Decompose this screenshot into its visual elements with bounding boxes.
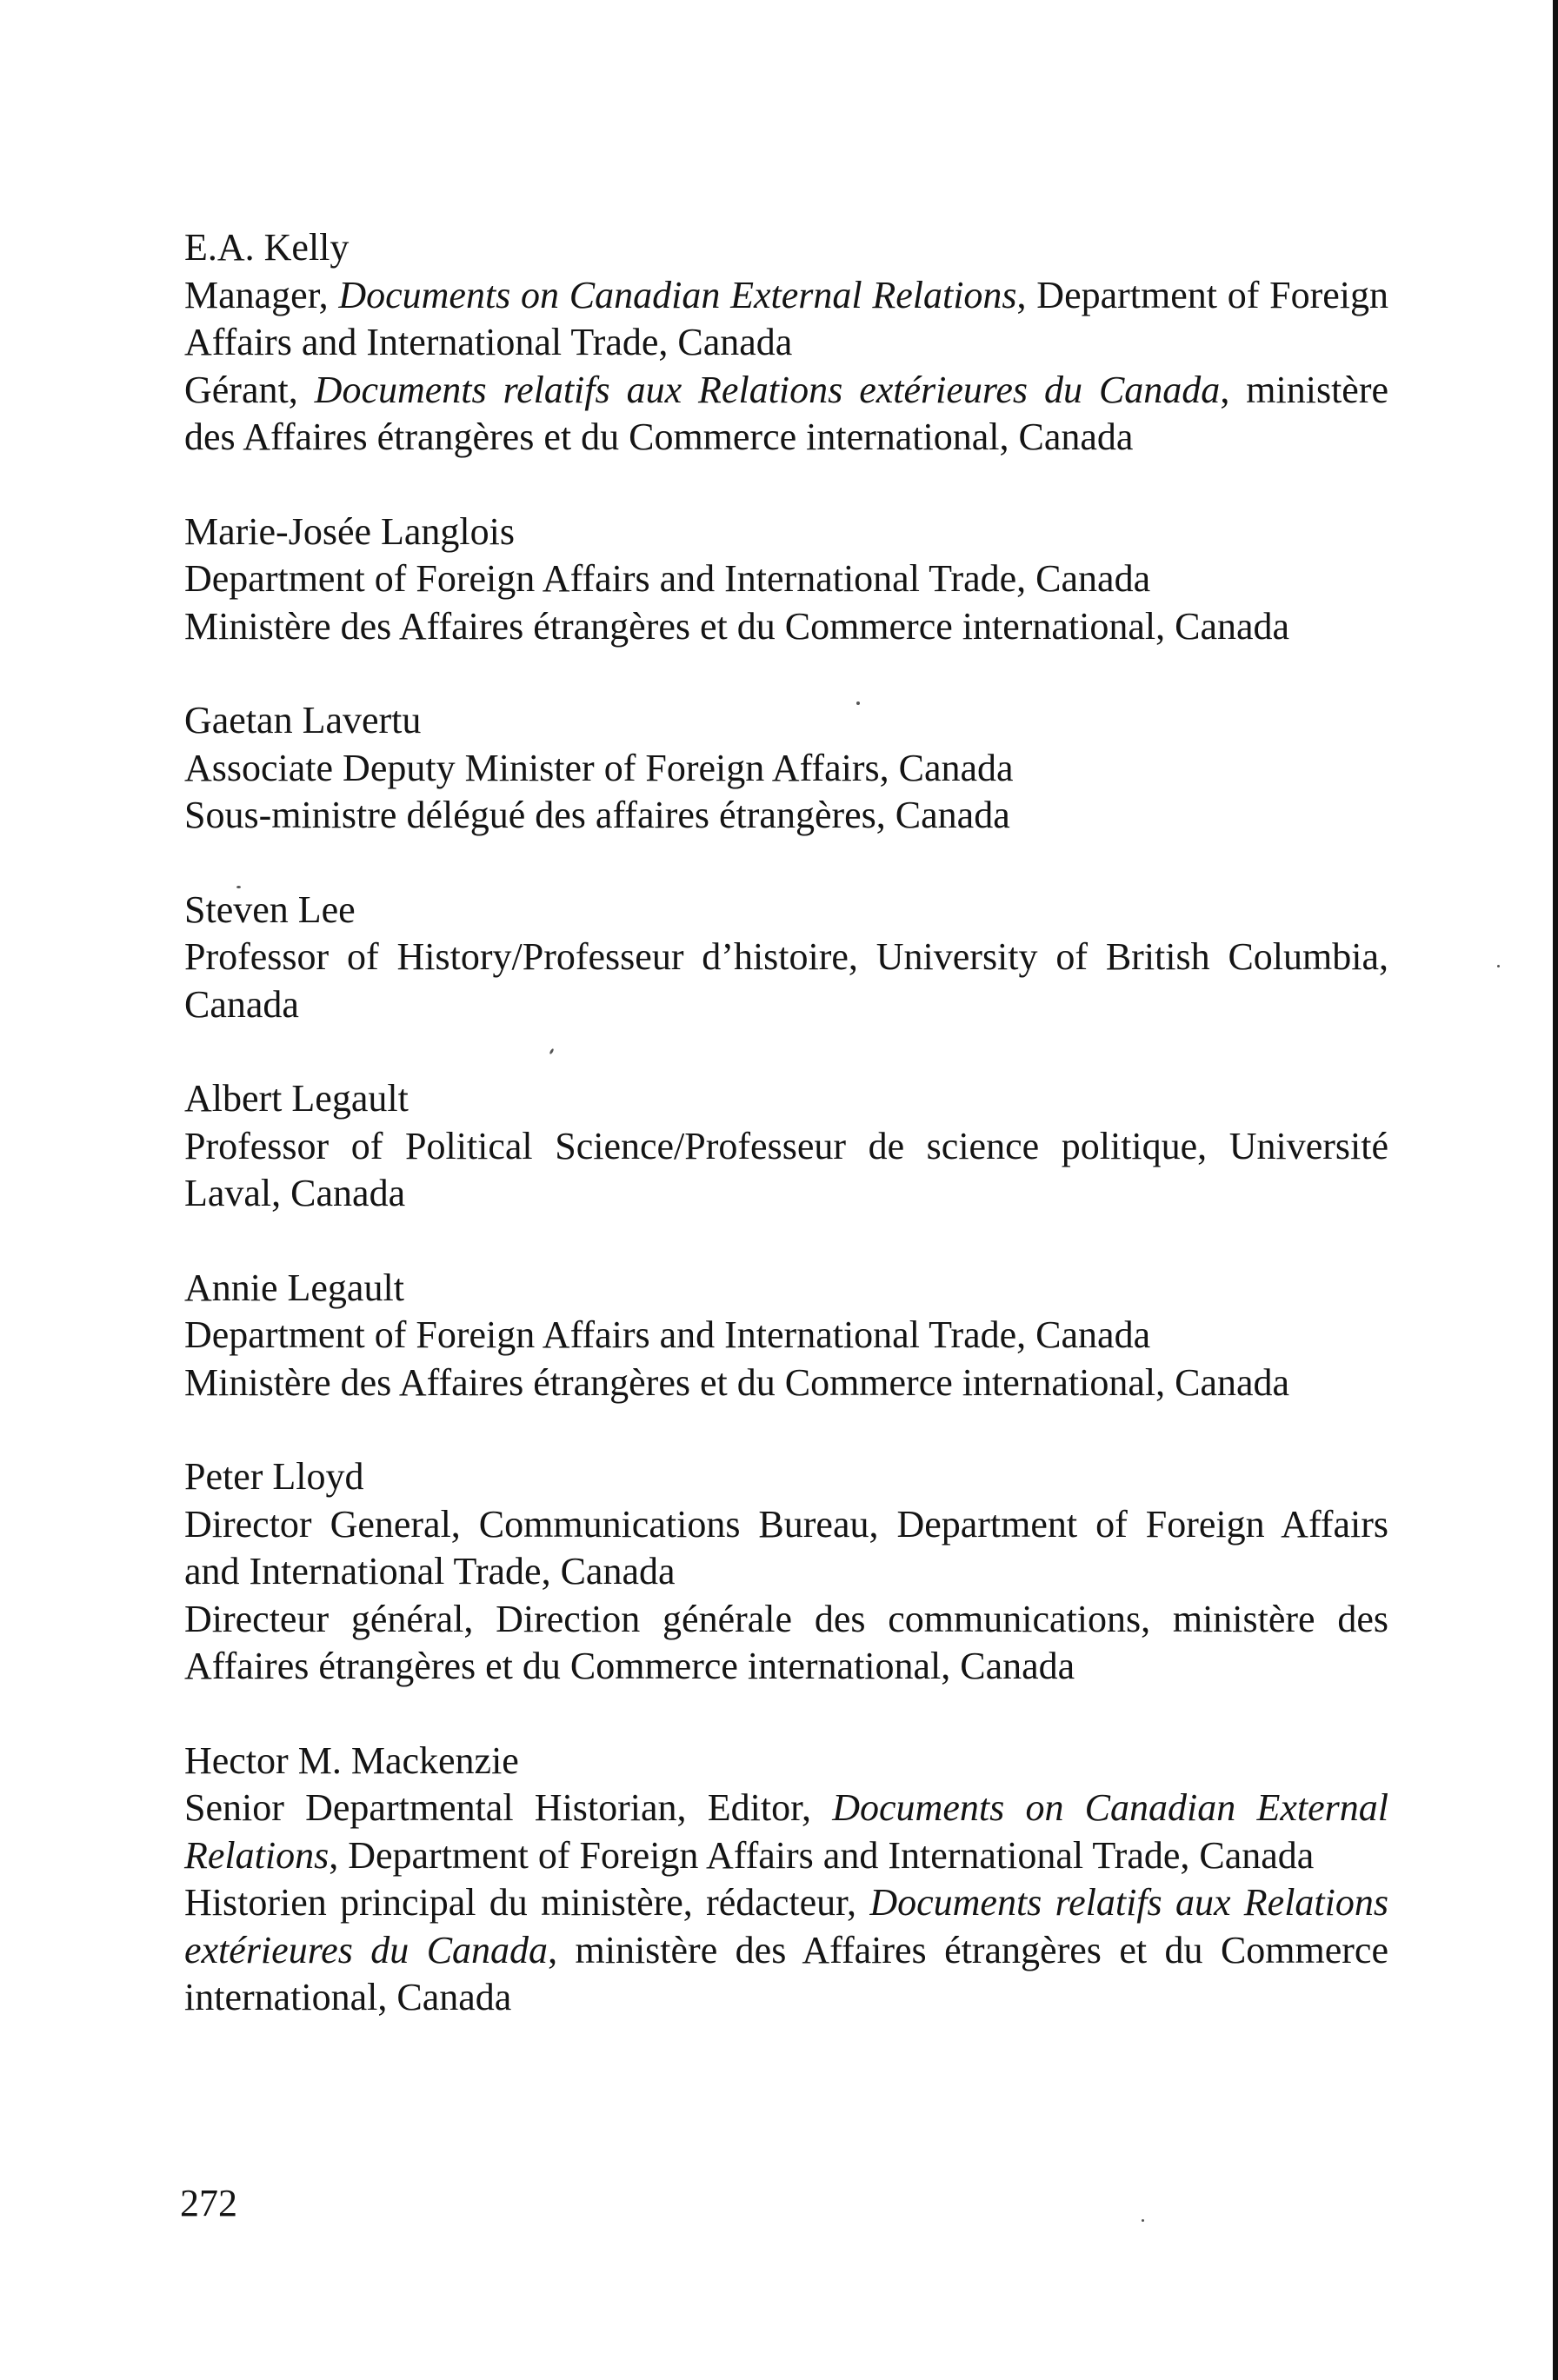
contributor-affiliation-english [184, 272, 1388, 367]
contributor-entry [184, 1265, 1388, 1407]
contributor-affiliation-french [184, 367, 1388, 462]
contributor-entry [184, 1453, 1388, 1691]
affiliation-text: Sous-ministre délégué des affaires étrangères, Canada [184, 794, 1010, 836]
contributor-affiliation-french [184, 603, 1388, 651]
contributor-affiliation-english [184, 934, 1388, 1028]
contributor-name: Gaetan Lavertu [184, 699, 422, 741]
publication-title: Documents relatifs aux Relations extérieures du Canada [184, 1881, 1388, 1971]
contributor-affiliation-french [184, 1879, 1388, 2022]
contributor-name: E.A. Kelly [184, 226, 350, 269]
contributor-entry [184, 1075, 1388, 1218]
contributor-entry [184, 509, 1388, 651]
affiliation-text: Professor of History/Professeur d’histoire, University of British Columbia, Canada [184, 935, 1388, 1026]
affiliation-text: Professor of Political Science/Professeur de science politique, Université Laval, Canada [184, 1124, 1388, 1214]
page-number: 272 [180, 2182, 237, 2224]
affiliation-text: Department of Foreign Affairs and International Trade, Canada [184, 557, 1151, 600]
contributor-name: Annie Legault [184, 1266, 404, 1309]
contributor-affiliation-english [184, 1123, 1388, 1218]
affiliation-text: , Department of Foreign Affairs and International Trade, Canada [329, 1833, 1315, 1877]
scan-speck [856, 701, 860, 705]
affiliation-text: Director General, Communications Bureau, Department of Foreign Affairs and International Trade, Canada [184, 1502, 1388, 1592]
contributor-name: Marie-Josée Langlois [184, 509, 515, 553]
contributor-affiliation-french [184, 1596, 1388, 1691]
scan-speck [236, 886, 241, 888]
contributor-entry [184, 887, 1388, 1029]
scan-speck [1497, 965, 1500, 967]
contributor-affiliation-english [184, 555, 1388, 603]
contributor-name: Steven Lee [184, 888, 356, 931]
affiliation-text: , ministère des Affaires étrangères et du Commerce international, Canada [184, 368, 1388, 458]
contributor-affiliation-french [184, 1360, 1388, 1407]
contributor-list [184, 224, 1388, 2022]
affiliation-text: Gérant, [184, 368, 315, 411]
publication-title: Documents on Canadian External Relations [184, 1786, 1388, 1877]
publication-title: Documents relatifs aux Relations extérieures du Canada [314, 368, 1221, 411]
publication-title: Documents on Canadian External Relations [338, 273, 1017, 316]
page-edge-shadow [1553, 0, 1558, 2380]
affiliation-text: Manager, [184, 273, 339, 316]
contributor-entry [184, 1738, 1388, 2022]
contributor-affiliation-english [184, 1501, 1388, 1596]
affiliation-text: Ministère des Affaires étrangères et du Commerce international, Canada [184, 604, 1290, 648]
affiliation-text: Ministère des Affaires étrangères et du Commerce international, Canada [184, 1360, 1290, 1404]
contributor-entry [184, 224, 1388, 462]
affiliation-text: Historien principal du ministère, rédacteur, [184, 1881, 870, 1924]
contributor-name: Hector M. Mackenzie [184, 1738, 519, 1782]
affiliation-text: , ministère des Affaires étrangères et du Commerce international, Canada [184, 1928, 1388, 2018]
contributor-name: Albert Legault [184, 1077, 409, 1120]
scan-speck [1142, 2219, 1144, 2222]
affiliation-text: Senior Departmental Historian, Editor, [184, 1786, 833, 1829]
affiliation-text: Associate Deputy Minister of Foreign Affairs, Canada [184, 746, 1014, 789]
contributor-affiliation-english [184, 1785, 1388, 1879]
affiliation-text: , Department of Foreign Affairs and International Trade, Canada [184, 273, 1388, 363]
affiliation-text: Directeur général, Direction générale des communications, ministère des Affaires étrangères et du Commerce international, Canada [184, 1597, 1388, 1687]
contributor-affiliation-french [184, 792, 1388, 840]
affiliation-text: Department of Foreign Affairs and International Trade, Canada [184, 1313, 1151, 1356]
contributor-affiliation-english [184, 1312, 1388, 1360]
contributor-name: Peter Lloyd [184, 1455, 364, 1498]
contributor-entry [184, 697, 1388, 840]
contributor-affiliation-english [184, 745, 1388, 793]
